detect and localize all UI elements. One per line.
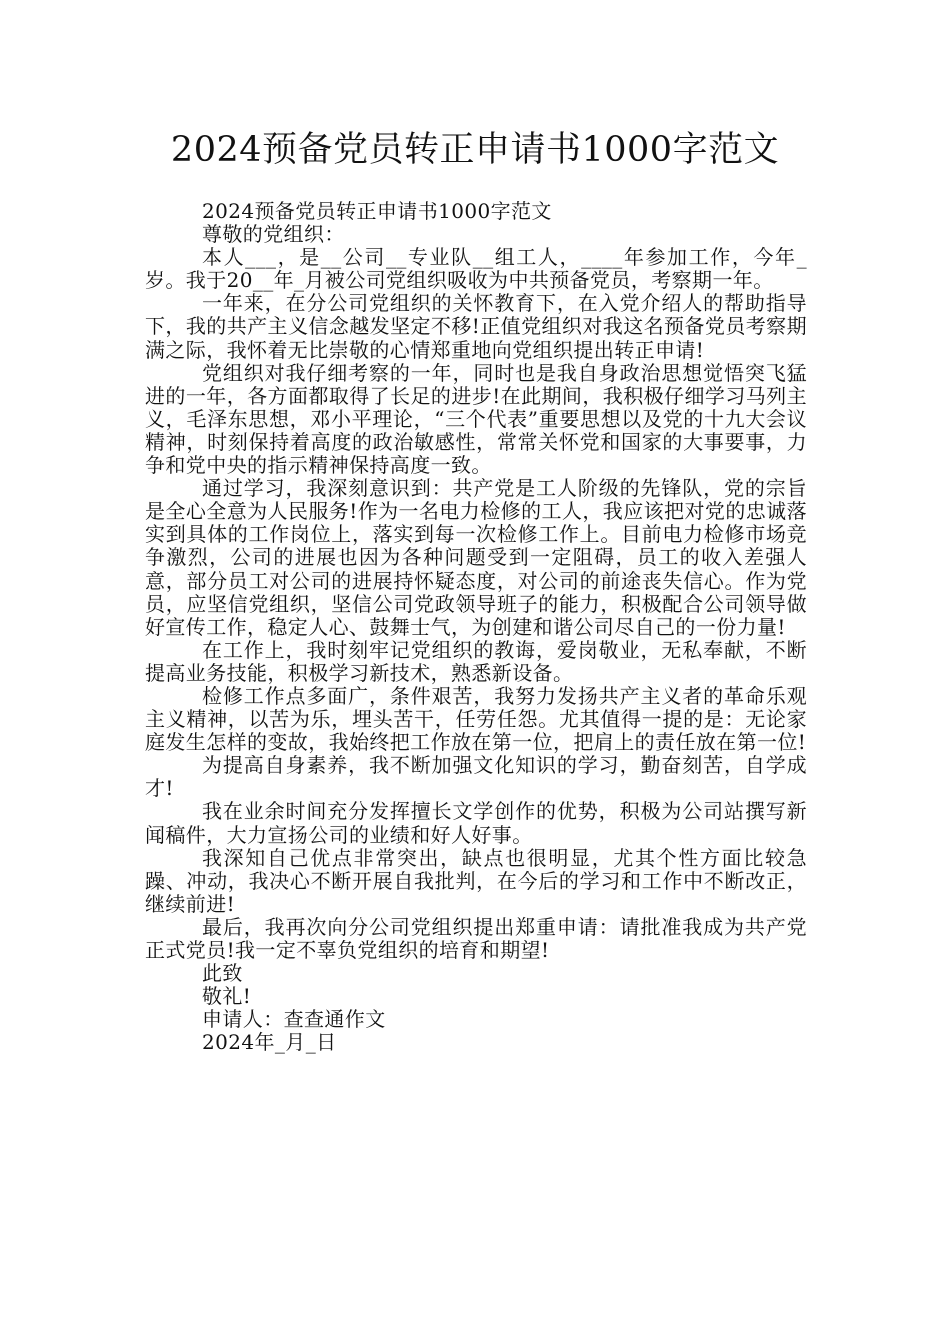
document-subtitle: 2024预备党员转正申请书1000字范文 <box>202 199 552 223</box>
signature: 申请人：查查通作文 <box>202 1007 386 1032</box>
salutation: 尊敬的党组织： <box>202 222 345 247</box>
paragraph-study: 党组织对我仔细考察的一年，同时也是我自身政治思想觉悟突飞猛进的一年，各方面都取得了长足的进步!在此期间，我积极仔细学习马列主义，毛泽东思想，邓小平理论，“三个代表”重要思想以及党的十九大会议精神，时刻保持着高度的政治敏感性，常常关怀党和国家的大事要事，力争和党中央的指示精神保持高度一致。 <box>145 360 807 478</box>
closing-line-2: 敬礼! <box>202 984 252 1009</box>
document-title: 2024预备党员转正申请书1000字范文 <box>170 130 780 170</box>
paragraph-self-improvement: 为提高自身素养，我不断加强文化知识的学习，勤奋刻苦，自学成才! <box>145 753 807 801</box>
closing-line-1: 此致 <box>202 961 243 986</box>
date: 2024年_月_日 <box>202 1030 337 1055</box>
paragraph-intro: 本人___，是__公司__专业队__组工人，____年参加工作，今年_岁。我于20__年_月被公司党组织吸收为中共预备党员，考察期一年。 <box>145 245 807 293</box>
paragraph-understanding: 通过学习，我深刻意识到：共产党是工人阶级的先锋队，党的宗旨是全心全意为人民服务!作为一名电力检修的工人，我应该把对党的忠诚落实到具体的工作岗位上，落实到每一次检修工作上。目前电力检修市场竞争激烈，公司的进展也因为各种问题受到一定阻碍，员工的收入差强人意，部分员工对公司的进展持怀疑态度，对公司的前途丧失信心。作为党员，应坚信党组织，坚信公司党政领导班子的能力，积极配合公司领导做好宣传工作，稳定人心、鼓舞士气，为创建和谐公司尽自己的一份力量! <box>145 476 807 639</box>
paragraph-shortcomings: 我深知自己优点非常突出，缺点也很明显，尤其个性方面比较急躁、冲动，我决心不断开展自我批判，在今后的学习和工作中不断改正，继续前进! <box>145 845 807 916</box>
paragraph-writing: 我在业余时间充分发挥擅长文学创作的优势，积极为公司站撰写新闻稿件，大力宣扬公司的业绩和好人好事。 <box>145 799 807 847</box>
paragraph-request: 最后，我再次向分公司党组织提出郑重申请：请批准我成为共产党正式党员!我一定不辜负党组织的培育和期望! <box>145 914 807 962</box>
paragraph-hardship: 检修工作点多面广，条件艰苦，我努力发扬共产主义者的革命乐观主义精神，以苦为乐，埋头苦干，任劳任怨。尤其值得一提的是：无论家庭发生怎样的变故，我始终把工作放在第一位，把肩上的责任放在第一位! <box>145 683 807 755</box>
paragraph-work: 在工作上，我时刻牢记党组织的教诲，爱岗敬业，无私奉献，不断提高业务技能，积极学习新技术，熟悉新设备。 <box>145 637 807 685</box>
paragraph-year-review: 一年来，在分公司党组织的关怀教育下，在入党介绍人的帮助指导下，我的共产主义信念越发坚定不移!正值党组织对我这名预备党员考察期满之际，我怀着无比崇敬的心情郑重地向党组织提出转正申请! <box>145 291 807 362</box>
document-body <box>145 200 807 1054</box>
